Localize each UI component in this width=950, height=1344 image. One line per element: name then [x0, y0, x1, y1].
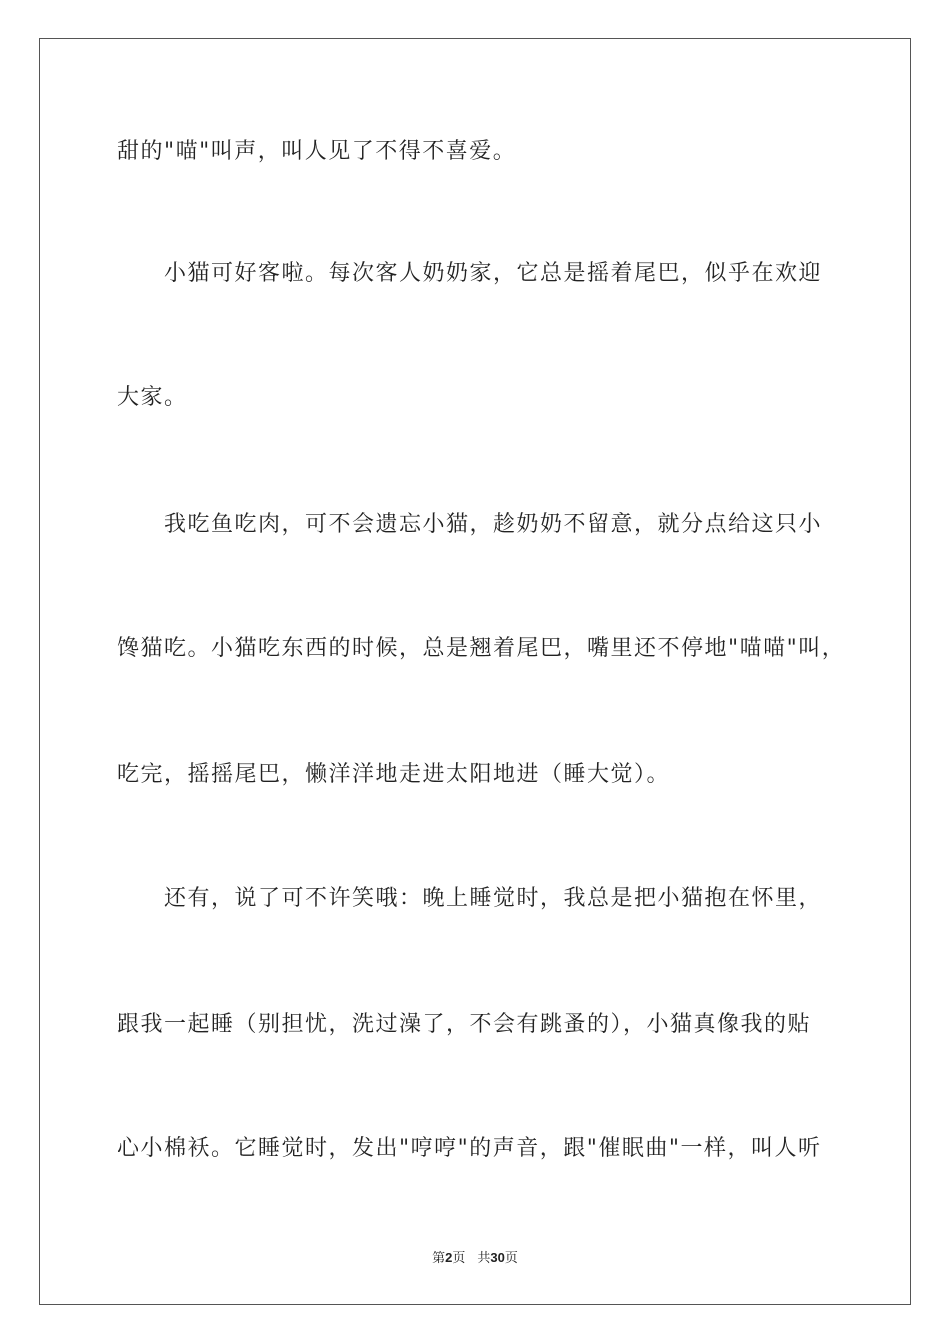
total-suffix: 页: [504, 1251, 518, 1266]
page-footer: [0, 1247, 950, 1266]
text-line-1: 甜的"喵"叫声，叫人见了不得不喜爱。: [117, 139, 517, 164]
page-number: 2: [445, 1250, 453, 1265]
text-line-8: 跟我一起睡（别担忧，洗过澡了，不会有跳蚤的），小猫真像我的贴: [117, 1012, 812, 1037]
text-line-3: 大家。: [117, 385, 188, 410]
page-prefix: 第: [432, 1251, 446, 1266]
text-line-2: 小猫可好客啦。每次客人奶奶家，它总是摇着尾巴，似乎在欢迎: [117, 261, 823, 286]
text-line-4: 我吃鱼吃肉，可不会遗忘小猫，趁奶奶不留意，就分点给这只小: [117, 512, 823, 537]
page-suffix: 页: [452, 1251, 466, 1266]
page-frame: [39, 38, 911, 1305]
text-line-7: 还有，说了可不许笑哦：晚上睡觉时，我总是把小猫抱在怀里，: [117, 886, 823, 911]
text-line-6: 吃完，摇摇尾巴，懒洋洋地走进太阳地进（睡大觉）。: [117, 762, 671, 787]
text-line-9: 心小棉袄。它睡觉时，发出"哼哼"的声音，跟"催眠曲"一样，叫人听: [117, 1136, 822, 1161]
total-pages: 30: [490, 1250, 505, 1265]
total-prefix: 共: [477, 1251, 491, 1266]
text-line-5: 馋猫吃。小猫吃东西的时候，总是翘着尾巴，嘴里还不停地"喵喵"叫，: [117, 636, 846, 661]
